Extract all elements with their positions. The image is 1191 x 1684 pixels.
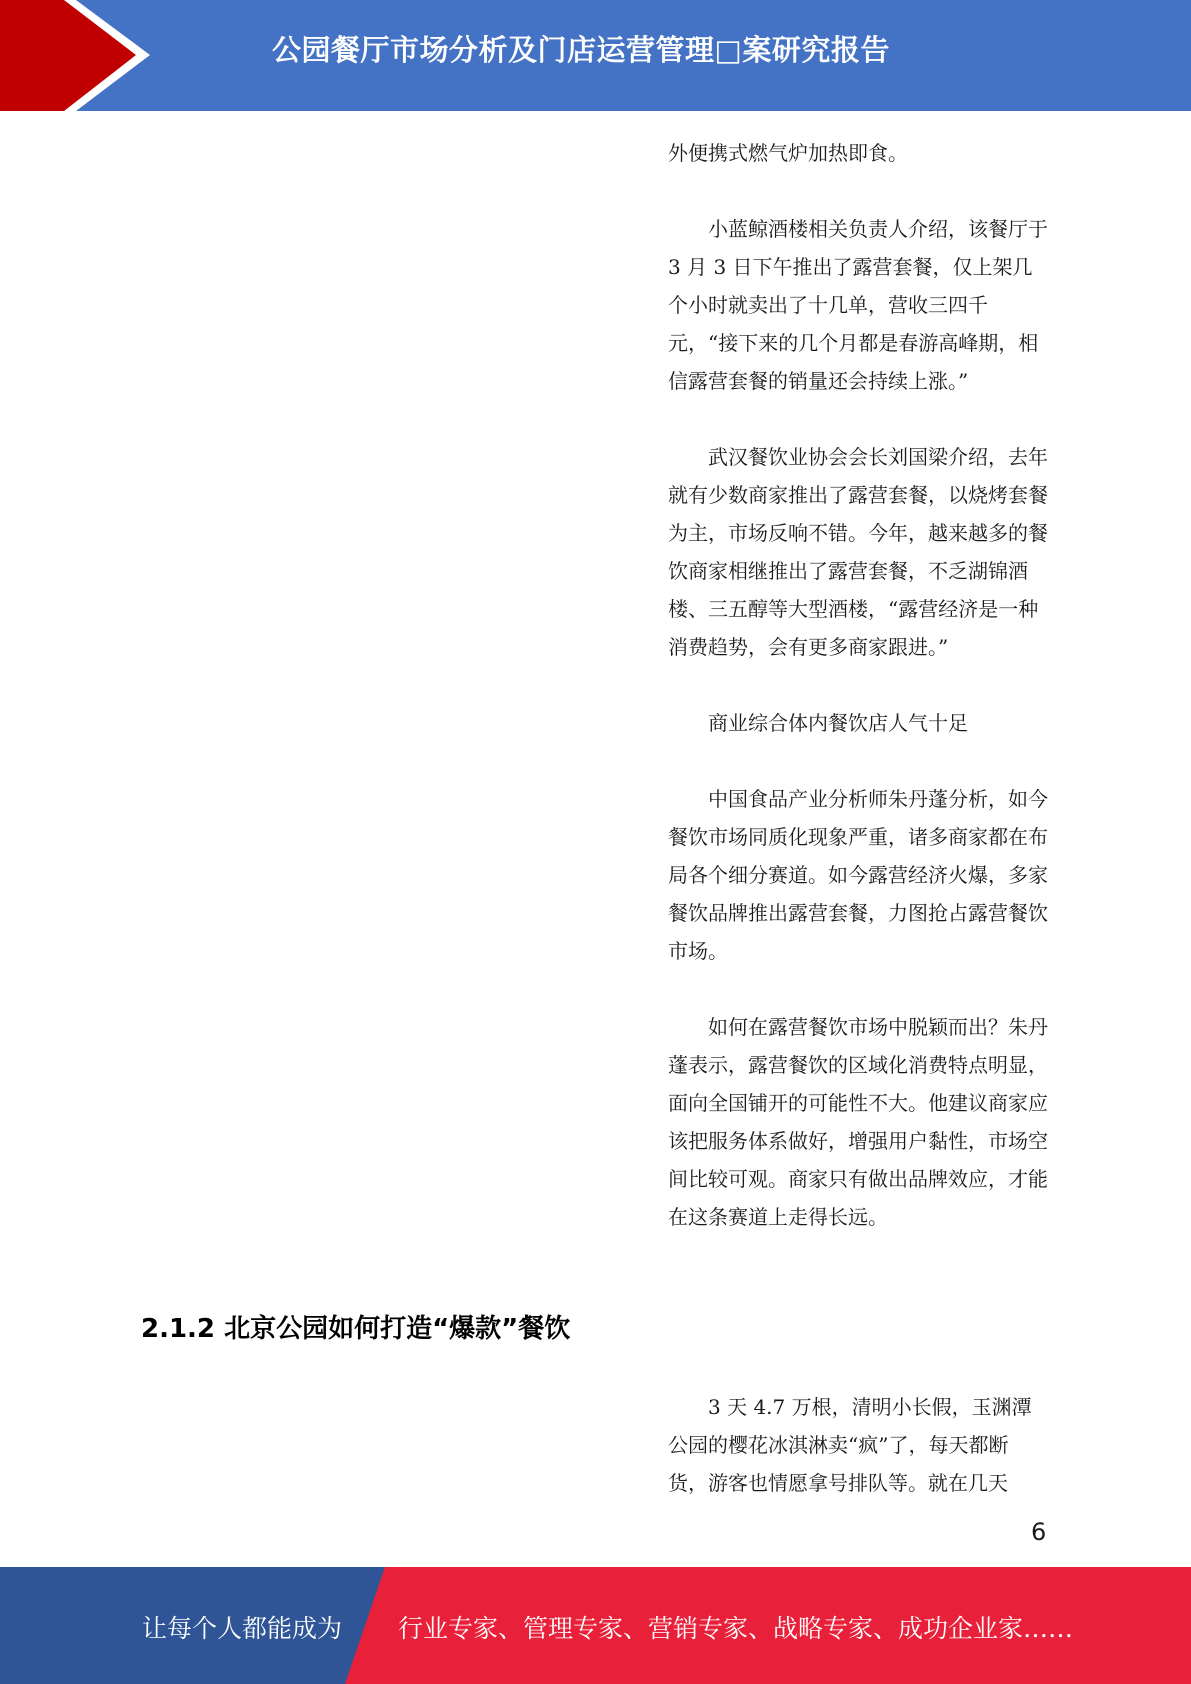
report-title: 公园餐厅市场分析及门店运营管理□案研究报告 — [272, 33, 890, 67]
paragraph: 外便携式燃气炉加热即食。 — [668, 141, 908, 165]
section-heading: 2.1.2 北京公园如何打造“爆款”餐饮 — [141, 1314, 571, 1344]
paragraph: 小蓝鲸酒楼相关负责人介绍，该餐厅于 3 月 3 日下午推出了露营套餐，仅上架几个小时就卖出了十几单，营收三四千元，“接下来的几个月都是春游高峰期，相信露营套餐的销量还会持续上涨。” — [668, 217, 1048, 393]
header-arrow-icon — [0, 0, 160, 111]
body-text-column-continued — [668, 1388, 1048, 1502]
subheading-paragraph: 商业综合体内餐饮店人气十足 — [708, 711, 968, 735]
page-header — [0, 0, 1191, 111]
paragraph: 3 天 4.7 万根，清明小长假，玉渊潭公园的樱花冰淇淋卖“疯”了，每天都断货，游客也情愿拿号排队等。就在几天 — [668, 1395, 1032, 1495]
paragraph: 中国食品产业分析师朱丹蓬分析，如今餐饮市场同质化现象严重，诸多商家都在布局各个细分赛道。如今露营经济火爆，多家餐饮品牌推出露营套餐，力图抢占露营餐饮市场。 — [668, 787, 1048, 963]
page-number: 6 — [1031, 1518, 1047, 1546]
footer-slogan-right: 行业专家、管理专家、营销专家、战略专家、成功企业家…… — [398, 1614, 1074, 1643]
page-footer — [0, 1567, 1191, 1684]
footer-slogan-left: 让每个人都能成为 — [142, 1614, 343, 1643]
paragraph: 武汉餐饮业协会会长刘国梁介绍，去年就有少数商家推出了露营套餐，以烧烤套餐为主，市场反响不错。今年，越来越多的餐饮商家相继推出了露营套餐，不乏湖锦酒楼、三五醇等大型酒楼，“露营经济是一种消费趋势，会有更多商家跟进。” — [668, 445, 1048, 659]
body-text-column — [668, 134, 1048, 1236]
paragraph: 如何在露营餐饮市场中脱颖而出？朱丹蓬表示，露营餐饮的区域化消费特点明显，面向全国铺开的可能性不大。他建议商家应该把服务体系做好，增强用户黏性，市场空间比较可观。商家只有做出品牌效应，才能在这条赛道上走得长远。 — [668, 1015, 1048, 1229]
